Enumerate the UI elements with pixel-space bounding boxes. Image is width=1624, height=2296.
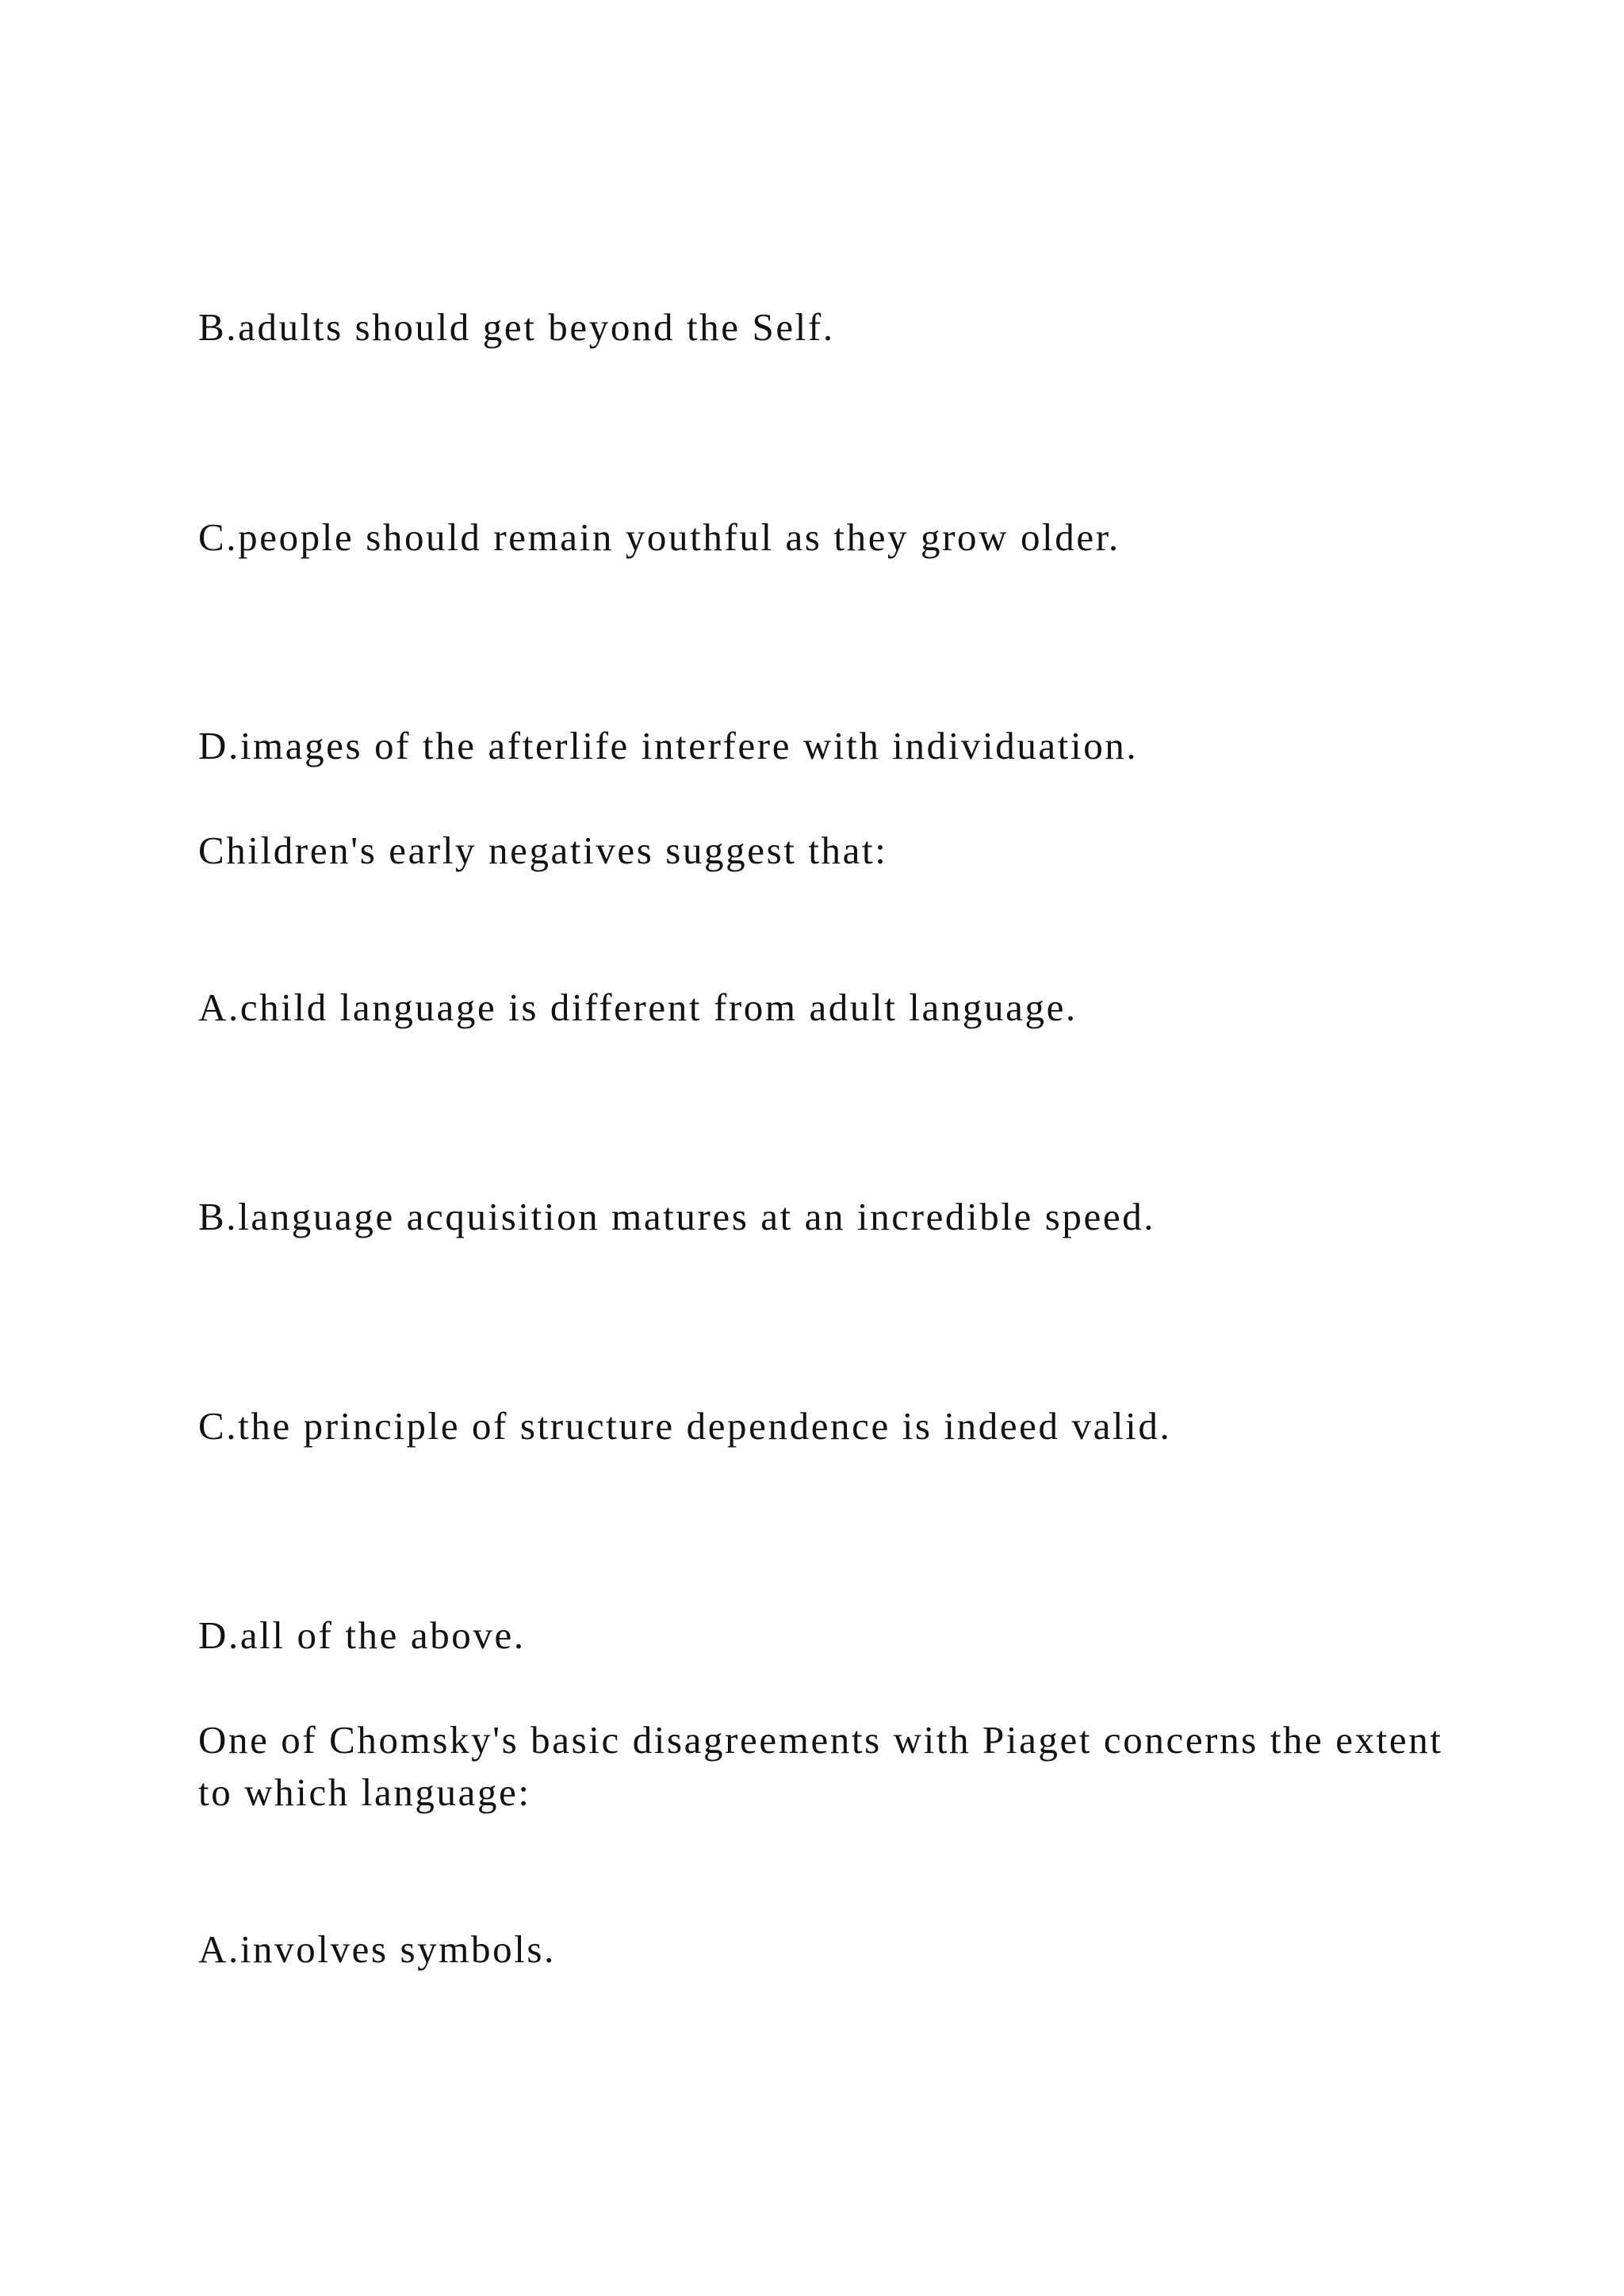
option-a-involves-symbols: A.involves symbols. bbox=[198, 1927, 556, 1971]
question-children-negatives: Children's early negatives suggest that: bbox=[198, 828, 888, 872]
option-d-all-above: D.all of the above. bbox=[198, 1613, 526, 1657]
option-b-language-acquisition: B.language acquisition matures at an incredible speed. bbox=[198, 1195, 1156, 1238]
option-c-people: C.people should remain youthful as they grow older. bbox=[198, 515, 1120, 559]
option-c-structure-dependence: C.the principle of structure dependence is indeed valid. bbox=[198, 1404, 1172, 1448]
question-chomsky-piaget: One of Chomsky's basic disagreements with Piaget concerns the extent to which language: bbox=[198, 1718, 1443, 1814]
option-d-images: D.images of the afterlife interfere with individuation. bbox=[198, 724, 1139, 767]
option-b-adults: B.adults should get beyond the Self. bbox=[198, 305, 835, 349]
option-a-child-language: A.child language is different from adult language. bbox=[198, 985, 1078, 1029]
